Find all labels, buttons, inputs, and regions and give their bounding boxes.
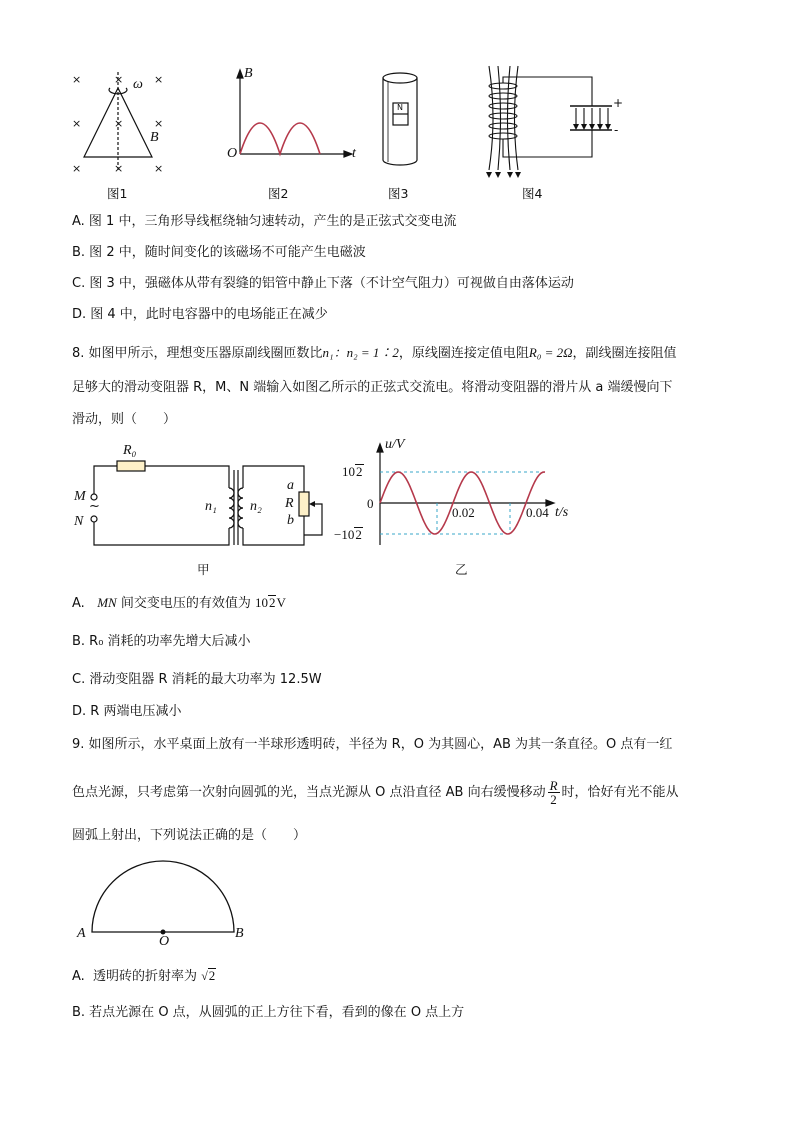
circuit-r0-label: R₀ (123, 443, 137, 458)
q8-r0-value: R₀ = 2Ω (528, 345, 573, 360)
graph-y-axis-label: u/V (385, 437, 405, 452)
fig2-origin-label: O (227, 146, 238, 161)
fig4-caption: 图4 (522, 186, 543, 201)
fig-yi-caption: 乙 (455, 562, 468, 577)
fig1-caption: 图1 (107, 186, 128, 201)
svg-text:×: × (154, 117, 164, 130)
svg-text:×: × (114, 162, 124, 175)
q8-stem-part-1: 8. 如图甲所示，理想变压器原副线圈匝数比 (72, 346, 323, 361)
fig2-caption: 图2 (268, 186, 289, 201)
svg-text:×: × (154, 162, 164, 175)
hemisphere-b-label: B (235, 926, 244, 941)
q8-stem-part-3: ，副线圈连接阻值 (572, 346, 677, 361)
circuit-n-label: N (74, 514, 84, 529)
fig2-t-label: t (352, 146, 356, 161)
q8-option-c: C. 滑动变阻器 R 消耗的最大功率为 12.5W (72, 672, 322, 687)
graph-x1-label: 0.02 (452, 505, 475, 520)
fig1-omega-label: ω (133, 77, 143, 92)
q9-stem-part-1: 色点光源，只考虑第一次射向圆弧的光，当点光源从 O 点沿直径 AB 向右缓慢移动 (72, 785, 546, 800)
graph-x2-label: 0.04 (526, 505, 549, 520)
q8-turns-ratio: n₁：n₂ = 1∶2 (322, 345, 399, 360)
fig4-minus-label: - (614, 123, 619, 137)
q7-option-b: B. 图 2 中，随时间变化的该磁场不可能产生电磁波 (72, 245, 366, 260)
circuit-a-label: a (287, 478, 294, 493)
circuit-m-label: M (74, 489, 86, 504)
q8-stem-line-3: 滑动，则（ ） (72, 412, 177, 427)
q9-option-a: A. 透明砖的折射率为 √2 (72, 968, 216, 984)
fig3-magnet-n-label: N (397, 103, 403, 112)
svg-text:×: × (154, 73, 164, 86)
circuit-n1-label: n₁ (205, 499, 217, 514)
svg-text:×: × (72, 117, 82, 130)
fig4-plus-label: + (613, 96, 624, 110)
graph-ymin-label: −102 (334, 527, 362, 542)
q9-fraction-num: R (549, 778, 558, 793)
svg-text:×: × (114, 73, 124, 86)
fig1-b-label: B (150, 130, 159, 145)
graph-zero-label: 0 (367, 496, 374, 511)
q9-option-b: B. 若点光源在 O 点，从圆弧的正上方往下看，看到的像在 O 点上方 (72, 1005, 465, 1020)
fig3-caption: 图3 (388, 186, 409, 201)
fig2-b-label: B (244, 66, 253, 81)
svg-text:×: × (114, 117, 124, 130)
circuit-r-label: R (285, 496, 294, 511)
q8-stem-part-2: ，原线圈连接定值电阻 (398, 346, 529, 361)
q8-stem-line-2: 足够大的滑动变阻器 R，M、N 端输入如图乙所示的正弦式交流电。将滑动变阻器的滑片从 a 端缓慢向下 (72, 380, 673, 395)
hemisphere-o-label: O (159, 934, 170, 949)
q7-option-c: C. 图 3 中，强磁体从带有裂缝的铝管中静止下落（不计空气阻力）可视做自由落体运动 (72, 276, 574, 291)
svg-text:×: × (72, 162, 82, 175)
fig-jia-caption: 甲 (197, 562, 210, 577)
svg-text:×: × (72, 73, 82, 86)
q9-fraction-den: 2 (550, 792, 557, 807)
q8-option-a: A. MN 间交变电压的有效值为 102V (72, 595, 286, 611)
q7-option-d: D. 图 4 中，此时电容器中的电场能正在减少 (72, 307, 328, 322)
q8-option-b: B. R₀ 消耗的功率先增大后减小 (72, 634, 251, 649)
q7-option-a: A. 图 1 中，三角形导线框绕轴匀速转动，产生的是正弦式交变电流 (72, 214, 457, 229)
graph-ymax-label: 102 (342, 464, 363, 479)
q8-option-d: D. R 两端电压减小 (72, 704, 182, 719)
circuit-b-label: b (287, 513, 294, 528)
graph-x-axis-label: t/s (555, 505, 569, 520)
circuit-ac-symbol: ~ (89, 499, 100, 514)
q9-stem-line-1: 9. 如图所示，水平桌面上放有一半球形透明砖，半径为 R，O 为其圆心，AB 为其一条直径。O 点有一红 (72, 737, 673, 752)
q9-stem-line-3: 圆弧上射出，下列说法正确的是（ ） (72, 828, 307, 843)
circuit-n2-label: n₂ (250, 499, 262, 514)
hemisphere-a-label: A (77, 926, 86, 941)
q9-stem-part-2: 时，恰好有光不能从 (561, 785, 679, 800)
